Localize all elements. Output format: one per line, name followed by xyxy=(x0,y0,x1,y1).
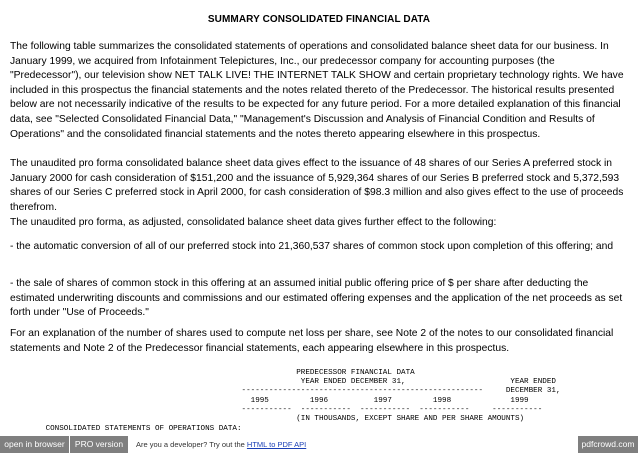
document-title: SUMMARY CONSOLIDATED FINANCIAL DATA xyxy=(207,14,431,25)
developer-text: Are you a developer? Try out the xyxy=(136,440,245,449)
table-header-line: ----------- ----------- ----------- ----------- ----------- xyxy=(0,406,543,414)
open-in-browser-button[interactable]: open in browser xyxy=(0,436,69,453)
developer-promo xyxy=(136,436,306,453)
paragraph-pro-forma: The unaudited pro forma consolidated balance sheet data gives effect to the issuance of 48 shares of our Series A preferred stock in January 2000 for cash consideration of $151,200 and the issuance of 5,929,364 shares of our Series B preferred stock and 5,372,593 shares of our Series C preferred stock in April 2000, for cash consideration of $98.3 million and also gives effect to the use of proceeds therefrom. xyxy=(10,158,624,213)
table-header-line: ----------------------------------------------------- DECEMBER 31, xyxy=(0,387,561,395)
table-header-line: 1995 1996 1997 1998 1999 xyxy=(0,397,529,405)
table-header-line: YEAR ENDED DECEMBER 31, YEAR ENDED xyxy=(0,378,556,386)
table-header-line: (IN THOUSANDS, EXCEPT SHARE AND PER SHARE AMOUNTS) xyxy=(0,415,525,423)
pdfcrowd-brand-link[interactable]: pdfcrowd.com xyxy=(578,436,638,453)
paragraph-intro: The following table summarizes the consolidated statements of operations and consolidated balance sheet data for our business. In January 1999, we acquired from Infotainment Telepictures, Inc., our predecessor company for accounting purposes (the "Predecessor"), our television show NET TALK LIVE! THE INTERNET TALK SHOW and certain proprietary technology rights. We have included in this prospectus the financial statements and the notes related thereto of the Predecessor. The historical results presented below are not necessarily indicative of the results to be expected for any future period. For a more detailed explanation of this financial data, see "Selected Consolidated Financial Data," "Management's Discussion and Analysis of Financial Condition and Results of Operations" and the consolidated financial statements and the notes thereto appearing elsewhere in this prospectus. xyxy=(10,41,624,140)
table-header-line: CONSOLIDATED STATEMENTS OF OPERATIONS DATA: xyxy=(0,425,242,433)
paragraph-offering: - the sale of shares of common stock in this offering at an assumed initial public offering price of $ per share after deducting the estimated underwriting discounts and commissions and our estimated offering expenses and the application of the net proceeds as set forth under "Use of Proceeds." xyxy=(10,278,623,319)
pdfcrowd-footer xyxy=(0,436,638,453)
paragraph-as-adjusted: The unaudited pro forma, as adjusted, consolidated balance sheet data gives further effect to the following: xyxy=(10,217,497,228)
table-header-line: PREDECESSOR FINANCIAL DATA xyxy=(0,369,415,377)
html-to-pdf-api-link[interactable]: HTML to PDF API xyxy=(246,440,307,449)
pro-version-button[interactable]: PRO version xyxy=(70,436,128,453)
paragraph-conversion: - the automatic conversion of all of our preferred stock into 21,360,537 shares of common stock upon completion of this offering; and xyxy=(10,241,614,252)
paragraph-shares-note: For an explanation of the number of shares used to compute net loss per share, see Note 2 of the notes to our consolidated financial statements and Note 2 of the Predecessor financial statements, each appearing elsewhere in this prospectus. xyxy=(10,328,614,354)
